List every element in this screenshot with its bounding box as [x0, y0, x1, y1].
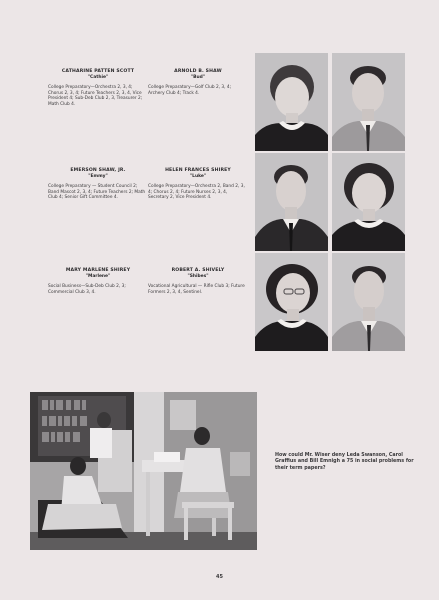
entry-name: HELEN FRANCES SHIREY	[165, 168, 231, 173]
entry-activities: College Preparatory — Student Council 2; Band Mascot 2, 3, 4; Future Teachers 2; Math Club 4; Senior Gift Committee 4.	[48, 184, 146, 201]
entry-activities: College Preparatory—Orchestra 2, 3, 4; Chorus 2, 3, 4; Future Teachers 2, 3, 4, Vice President 4; Sub-Deb Club 2, 3, Treasurer 2; Math Club 4.	[48, 85, 143, 107]
portrait-grid	[255, 53, 405, 351]
entry-nickname: "Shibes"	[187, 274, 209, 279]
entry-robert-shively	[148, 268, 248, 295]
entry-emerson-shaw	[48, 168, 148, 201]
entry-nickname: "Marlene"	[85, 274, 111, 279]
entry-activities: College Preparatory—Orchestra 2, Band 2, 3, 4; Chorus 2, 4; Future Nurses 2, 3, 4, Secretary 2, Vice President 4.	[148, 184, 245, 201]
portrait-photo	[332, 153, 405, 251]
portrait-photo	[255, 253, 328, 351]
entry-arnold-shaw	[148, 69, 248, 96]
portrait-photo	[332, 53, 405, 151]
entry-catharine-scott	[48, 69, 148, 107]
portrait-photo	[255, 153, 328, 251]
entry-nickname: "Luke"	[189, 174, 207, 179]
entry-name: CATHARINE PATTEN SCOTT	[61, 69, 135, 74]
entry-activities: College Preparatory—Golf Club 2, 3, 4; Archery Club 4; Track 4.	[148, 85, 232, 96]
entry-name: MARY MARLENE SHIREY	[65, 268, 131, 273]
photo-caption: How could Mr. Wiser deny Leda Swanson, Carol Graffius and Bill Emnigh a 75 in social problems for their term papers?	[275, 453, 414, 471]
library-photo	[30, 392, 257, 550]
entry-name: ARNOLD B. SHAW	[174, 69, 222, 74]
entry-nickname: "Bud"	[190, 75, 206, 80]
entry-name: ROBERT A. SHIVELY	[171, 268, 225, 273]
entry-name: EMERSON SHAW, JR.	[70, 168, 126, 173]
entry-activities: Vocational Agricultural — Rifle Club 3; Future Formers 2, 3, 4, Sentinel.	[148, 284, 245, 295]
entry-helen-shirey	[148, 168, 248, 201]
portrait-photo	[332, 253, 405, 351]
entry-nickname: "Cathie"	[87, 75, 109, 80]
entry-activities: Social Business—Sub-Deb Club 2, 3; Commercial Club 3, 4.	[48, 284, 126, 295]
page-number: 45	[216, 574, 223, 580]
entry-mary-shirey	[48, 268, 148, 295]
portrait-photo	[255, 53, 328, 151]
entry-nickname: "Emmy"	[88, 174, 108, 179]
